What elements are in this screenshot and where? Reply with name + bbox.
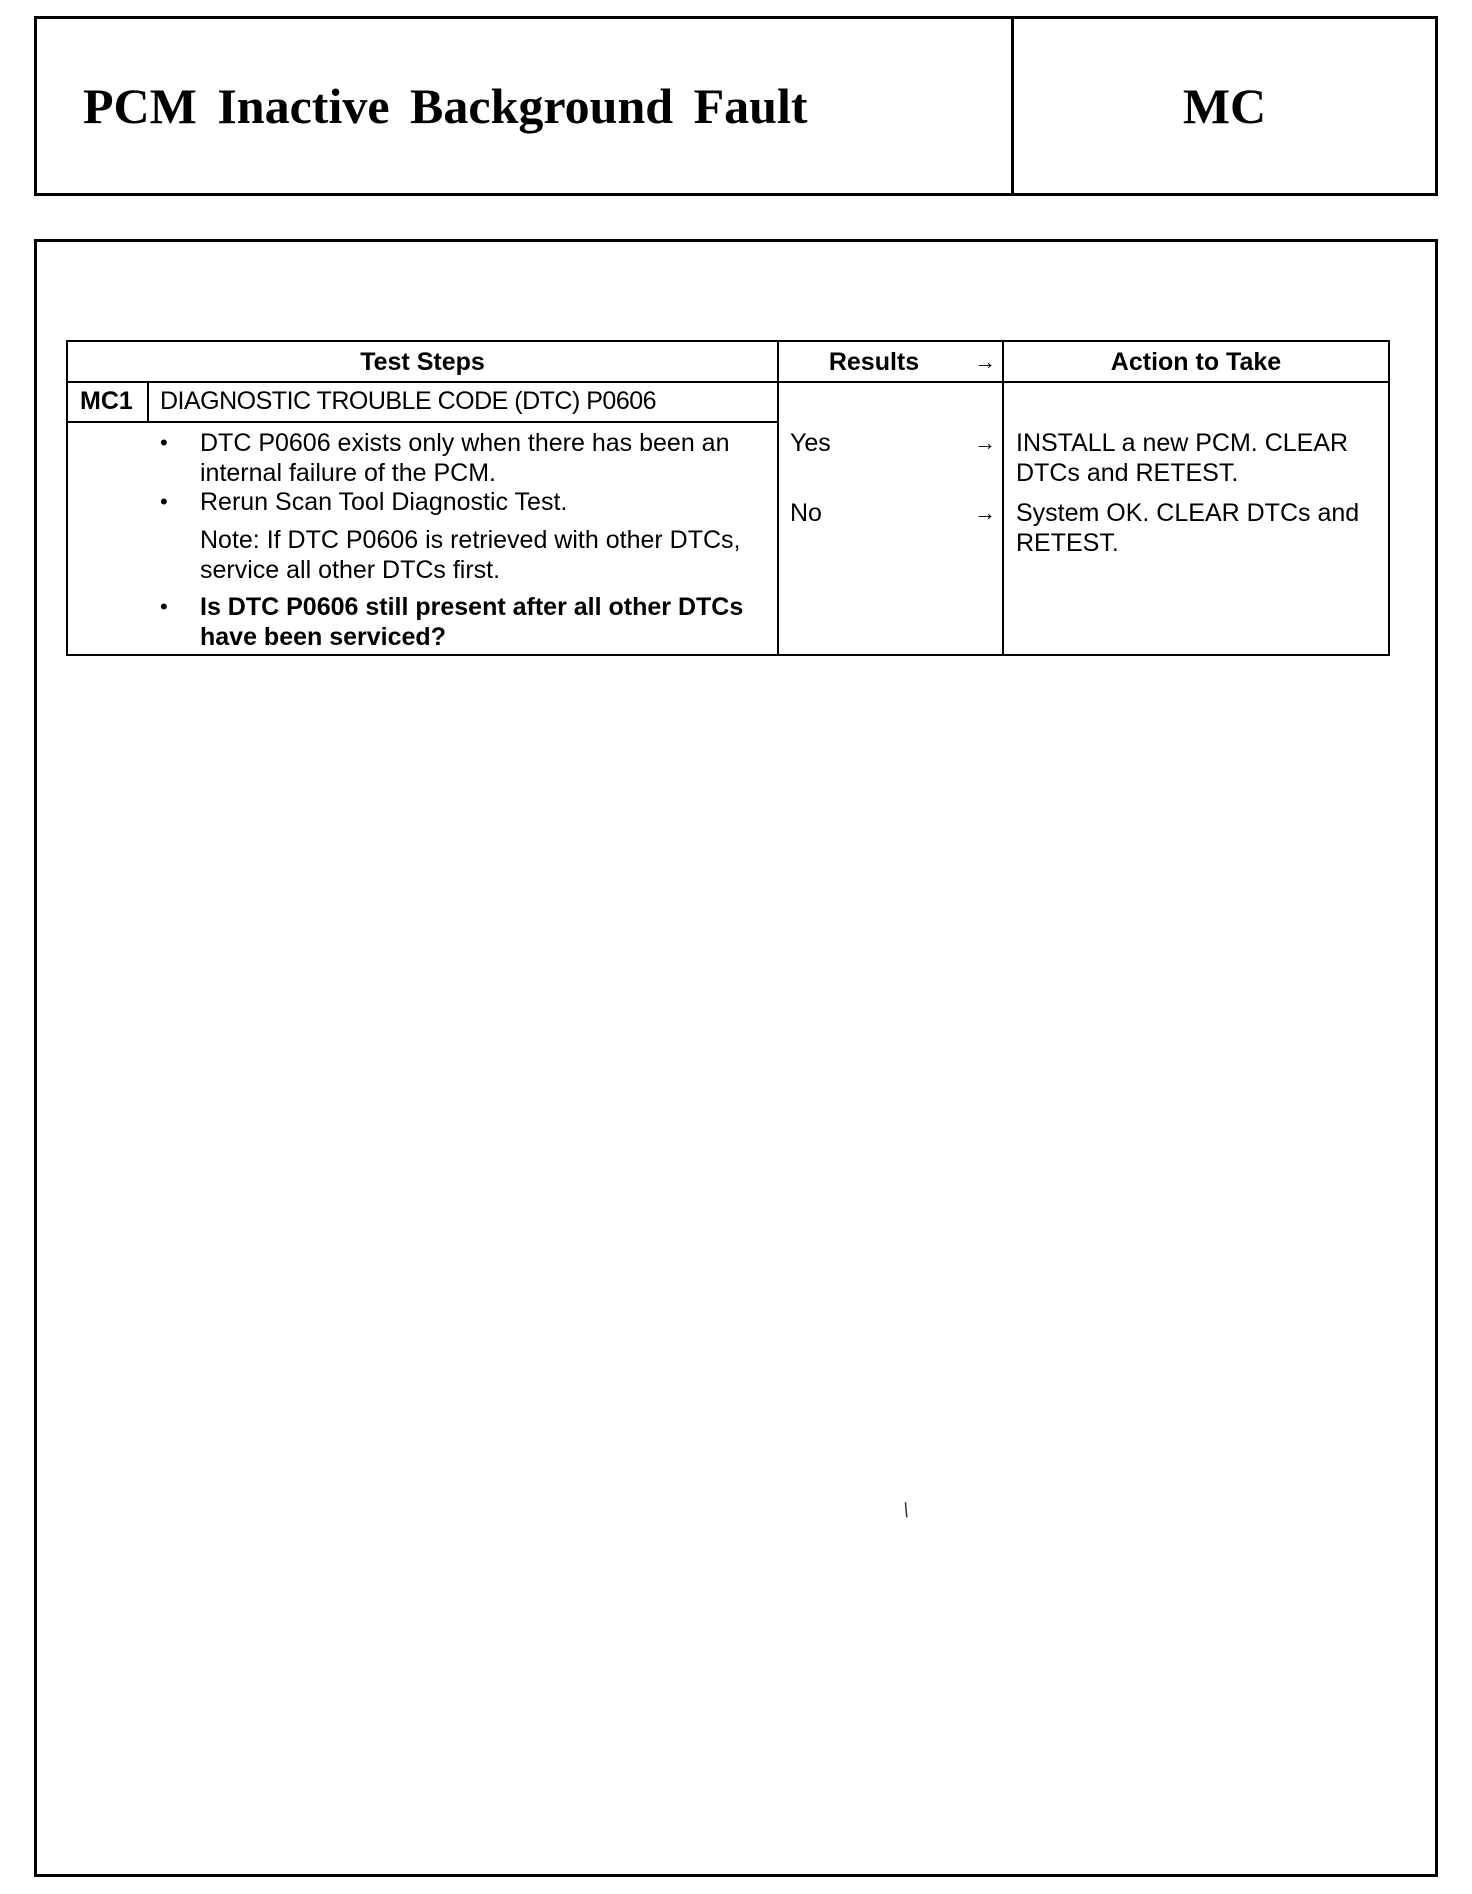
column-divider-results [1002,342,1004,654]
code-cell [1014,19,1435,193]
header-test-steps: Test Steps [360,347,485,376]
result-no: No [790,499,822,527]
header-action: Action to Take [1110,347,1282,376]
step-heading-divider [68,421,779,423]
step-note: Note: If DTC P0606 is retrieved with other DTCs, service all other DTCs first. [200,526,741,584]
header-results-arrow: → [974,349,996,374]
result-yes: Yes [790,429,831,457]
column-divider-steps [777,342,779,654]
step-heading: DIAGNOSTIC TROUBLE CODE (DTC) P0606 [160,387,657,415]
step-id: MC1 [80,387,133,415]
step-bullet-1: DTC P0606 exists only when there has been an internal failure of the PCM. [200,429,730,487]
bullet-marker: • [160,594,168,619]
header-results: Results [828,347,920,376]
action-yes: INSTALL a new PCM. CLEAR DTCs and RETEST. [1016,429,1349,487]
bullet-marker: • [160,430,168,455]
step-id-divider [147,381,149,422]
title-cell [37,19,1014,193]
step-bullet-2: Rerun Scan Tool Diagnostic Test. [200,488,568,516]
result-no-arrow: → [974,500,996,525]
action-no: System OK. CLEAR DTCs and RETEST. [1016,499,1360,557]
stray-mark: \ [901,1499,911,1523]
step-question: Is DTC P0606 still present after all other DTCs have been serviced? [200,593,744,651]
result-yes-arrow: → [974,430,996,455]
section-code: MC [1182,78,1267,134]
test-steps-table [66,340,1390,656]
page-title: PCM Inactive Background Fault [83,78,808,134]
title-box [34,16,1438,196]
bullet-marker: • [160,489,168,514]
